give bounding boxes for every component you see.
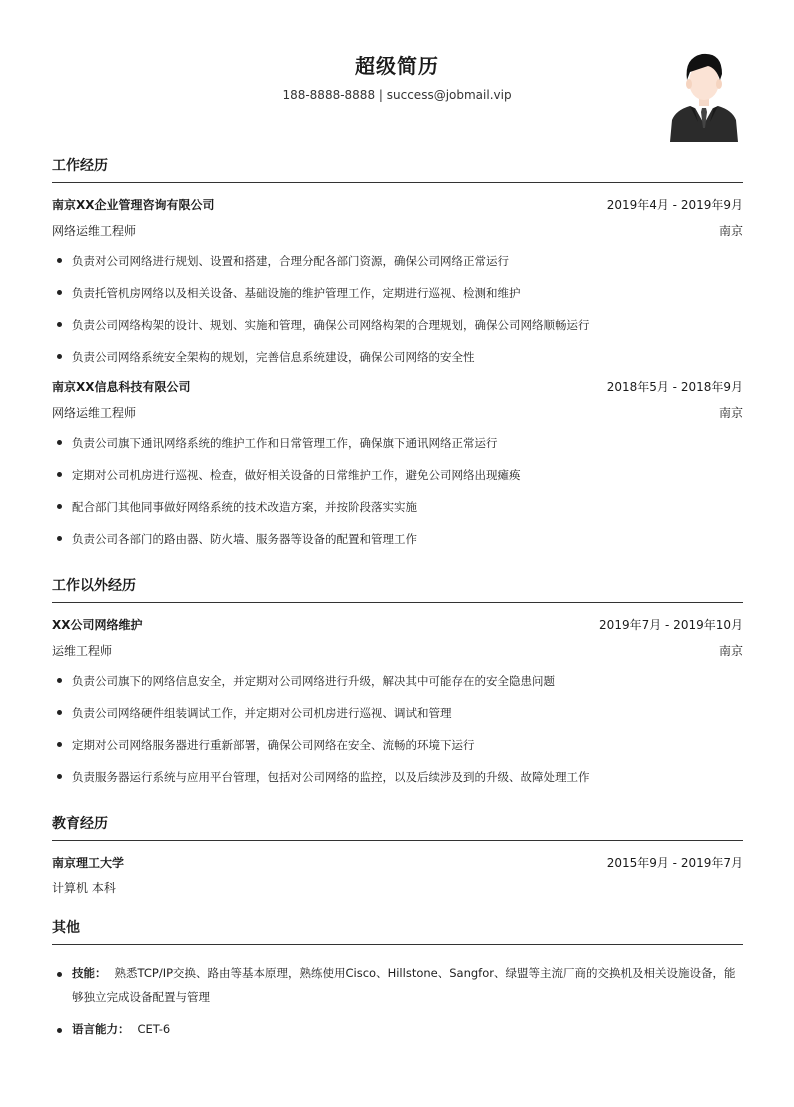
bullet-item: 负责公司网络硬件组装调试工作，并定期对公司机房进行巡视、调试和管理 [52,697,743,729]
bullet-item: 定期对公司网络服务器进行重新部署，确保公司网络在安全、流畅的环境下运行 [52,729,743,761]
bullet-item: 负责公司网络系统安全架构的规划，完善信息系统建设，确保公司网络的安全性 [52,341,743,373]
bullet-item: 负责服务器运行系统与应用平台管理，包括对公司网络的监控，以及后续涉及到的升级、故障处理工作 [52,761,743,793]
job-role: 网络运维工程师 [52,405,137,420]
extra-experience-section [52,575,743,793]
contact-info: 188-8888-8888 | success@jobmail.vip [282,88,512,102]
other-list [52,957,743,1045]
job-bullets [52,665,743,793]
company-name: 南京XX信息科技有限公司 [52,379,191,394]
job-role: 网络运维工程师 [52,223,137,238]
other-item-language [52,1013,743,1045]
work-experience-section [52,155,743,555]
job-location: 南京 [718,223,743,238]
other-item-skills [52,957,743,1013]
school-name: 南京理工大学 [52,855,125,870]
company-name: 南京XX企业管理咨询有限公司 [52,197,215,212]
language-label: 语言能力： [72,1022,130,1036]
job-bullets [52,245,743,373]
job-date: 2019年7月 - 2019年10月 [599,617,743,632]
job-location: 南京 [718,405,743,420]
bullet-item: 配合部门其他同事做好网络系统的技术改造方案，并按阶段落实实施 [52,491,743,523]
job-entry [52,615,743,793]
company-name: XX公司网络维护 [52,617,143,632]
bullet-item: 负责公司旗下的网络信息安全，并定期对公司网络进行升级，解决其中可能存在的安全隐患问题 [52,665,743,697]
job-entry [52,195,743,373]
section-title-extra: 工作以外经历 [52,575,743,603]
education-section [52,813,743,897]
education-major: 计算机 本科 [52,881,116,895]
job-bullets [52,427,743,555]
language-text: CET-6 [137,1022,171,1036]
resume-name: 超级简历 [355,54,439,78]
section-title-work: 工作经历 [52,155,743,183]
job-location: 南京 [718,643,743,658]
job-entry [52,377,743,555]
bullet-item: 负责公司网络构架的设计、规划、实施和管理，确保公司网络构架的合理规划，确保公司网络顺畅运行 [52,309,743,341]
bullet-item: 定期对公司机房进行巡视、检查，做好相关设备的日常维护工作，避免公司网络出现瘫痪 [52,459,743,491]
resume-content [52,155,743,1065]
avatar [668,48,740,142]
section-title-other: 其他 [52,917,743,945]
bullet-item: 负责公司旗下通讯网络系统的维护工作和日常管理工作，确保旗下通讯网络正常运行 [52,427,743,459]
bullet-item: 负责公司各部门的路由器、防火墙、服务器等设备的配置和管理工作 [52,523,743,555]
job-date: 2019年4月 - 2019年9月 [606,197,743,212]
education-date: 2015年9月 - 2019年7月 [606,855,743,870]
other-section [52,917,743,1045]
section-title-education: 教育经历 [52,813,743,841]
job-date: 2018年5月 - 2018年9月 [606,379,743,394]
skills-text: 熟悉TCP/IP交换、路由等基本原理，熟练使用Cisco、Hillstone、Sangfor、绿盟等主流厂商的交换机及相关设施设备，能够独立完成设备配置与管理 [72,966,736,1004]
job-role: 运维工程师 [52,643,113,658]
bullet-item: 负责托管机房网络以及相关设备、基础设施的维护管理工作，定期进行巡视、检测和维护 [52,277,743,309]
skills-label: 技能： [72,966,107,980]
bullet-item: 负责对公司网络进行规划、设置和搭建，合理分配各部门资源，确保公司网络正常运行 [52,245,743,277]
